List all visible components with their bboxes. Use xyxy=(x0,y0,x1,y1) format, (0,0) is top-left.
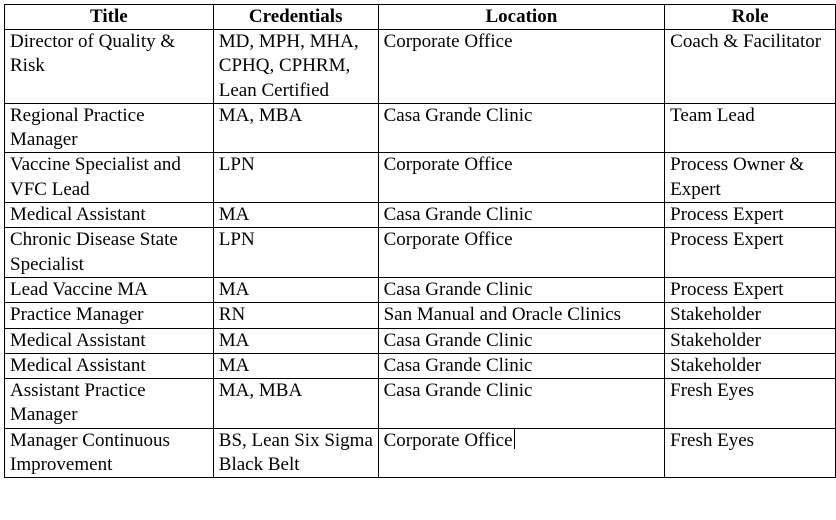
cell-credentials[interactable]: MA xyxy=(213,328,378,353)
header-location: Location xyxy=(378,5,665,30)
cell-credentials[interactable]: MA xyxy=(213,277,378,302)
cell-title[interactable]: Medical Assistant xyxy=(5,203,214,228)
cell-role[interactable]: Team Lead xyxy=(665,103,836,153)
cell-credentials[interactable]: MA, MBA xyxy=(213,103,378,153)
table-row xyxy=(5,277,836,302)
header-row xyxy=(5,5,836,30)
cell-credentials[interactable]: MA xyxy=(213,203,378,228)
header-role: Role xyxy=(665,5,836,30)
cell-location[interactable]: Casa Grande Clinic xyxy=(378,353,665,378)
cell-location[interactable]: Corporate Office xyxy=(378,30,665,104)
team-members-table xyxy=(4,4,836,478)
cell-role[interactable]: Fresh Eyes xyxy=(665,428,836,478)
cell-location[interactable]: Corporate Office xyxy=(378,153,665,203)
cell-title[interactable]: Chronic Disease State Specialist xyxy=(5,228,214,278)
cell-title[interactable]: Practice Manager xyxy=(5,303,214,328)
table-row xyxy=(5,328,836,353)
cell-location[interactable]: Casa Grande Clinic xyxy=(378,328,665,353)
table-row xyxy=(5,303,836,328)
cell-title[interactable]: Medical Assistant xyxy=(5,328,214,353)
cell-role[interactable]: Process Owner & Expert xyxy=(665,153,836,203)
cell-location[interactable]: Casa Grande Clinic xyxy=(378,277,665,302)
table-row xyxy=(5,203,836,228)
cell-credentials[interactable]: MD, MPH, MHA, CPHQ, CPHRM, Lean Certified xyxy=(213,30,378,104)
cell-role[interactable]: Stakeholder xyxy=(665,303,836,328)
cell-location[interactable]: San Manual and Oracle Clinics xyxy=(378,303,665,328)
table-row xyxy=(5,379,836,429)
cell-credentials[interactable]: RN xyxy=(213,303,378,328)
cell-title[interactable]: Manager Continuous Improvement xyxy=(5,428,214,478)
cell-role[interactable]: Stakeholder xyxy=(665,328,836,353)
cell-role[interactable]: Process Expert xyxy=(665,228,836,278)
table-row xyxy=(5,103,836,153)
cell-credentials[interactable]: LPN xyxy=(213,228,378,278)
cell-location[interactable]: Corporate Office xyxy=(378,228,665,278)
cell-credentials[interactable]: LPN xyxy=(213,153,378,203)
cell-role[interactable]: Process Expert xyxy=(665,203,836,228)
cell-location[interactable]: Casa Grande Clinic xyxy=(378,103,665,153)
table-row xyxy=(5,428,836,478)
cell-location[interactable] xyxy=(378,428,665,478)
header-title: Title xyxy=(5,5,214,30)
cell-title[interactable]: Assistant Practice Manager xyxy=(5,379,214,429)
cell-title[interactable]: Vaccine Specialist and VFC Lead xyxy=(5,153,214,203)
cell-title[interactable]: Regional Practice Manager xyxy=(5,103,214,153)
cell-role[interactable]: Coach & Facilitator xyxy=(665,30,836,104)
cell-credentials[interactable]: MA, MBA xyxy=(213,379,378,429)
cell-location-text: Corporate Office xyxy=(383,429,513,451)
cell-credentials[interactable]: MA xyxy=(213,353,378,378)
cell-role[interactable]: Stakeholder xyxy=(665,353,836,378)
cell-title[interactable]: Medical Assistant xyxy=(5,353,214,378)
cell-location[interactable]: Casa Grande Clinic xyxy=(378,203,665,228)
cell-role[interactable]: Process Expert xyxy=(665,277,836,302)
cell-role[interactable]: Fresh Eyes xyxy=(665,379,836,429)
cell-title[interactable]: Director of Quality & Risk xyxy=(5,30,214,104)
header-credentials: Credentials xyxy=(213,5,378,30)
cell-title[interactable]: Lead Vaccine MA xyxy=(5,277,214,302)
cell-location[interactable]: Casa Grande Clinic xyxy=(378,379,665,429)
table-row xyxy=(5,153,836,203)
cell-credentials[interactable]: BS, Lean Six Sigma Black Belt xyxy=(213,428,378,478)
table-row xyxy=(5,30,836,104)
table-row xyxy=(5,228,836,278)
table-row xyxy=(5,353,836,378)
text-cursor xyxy=(514,429,515,449)
